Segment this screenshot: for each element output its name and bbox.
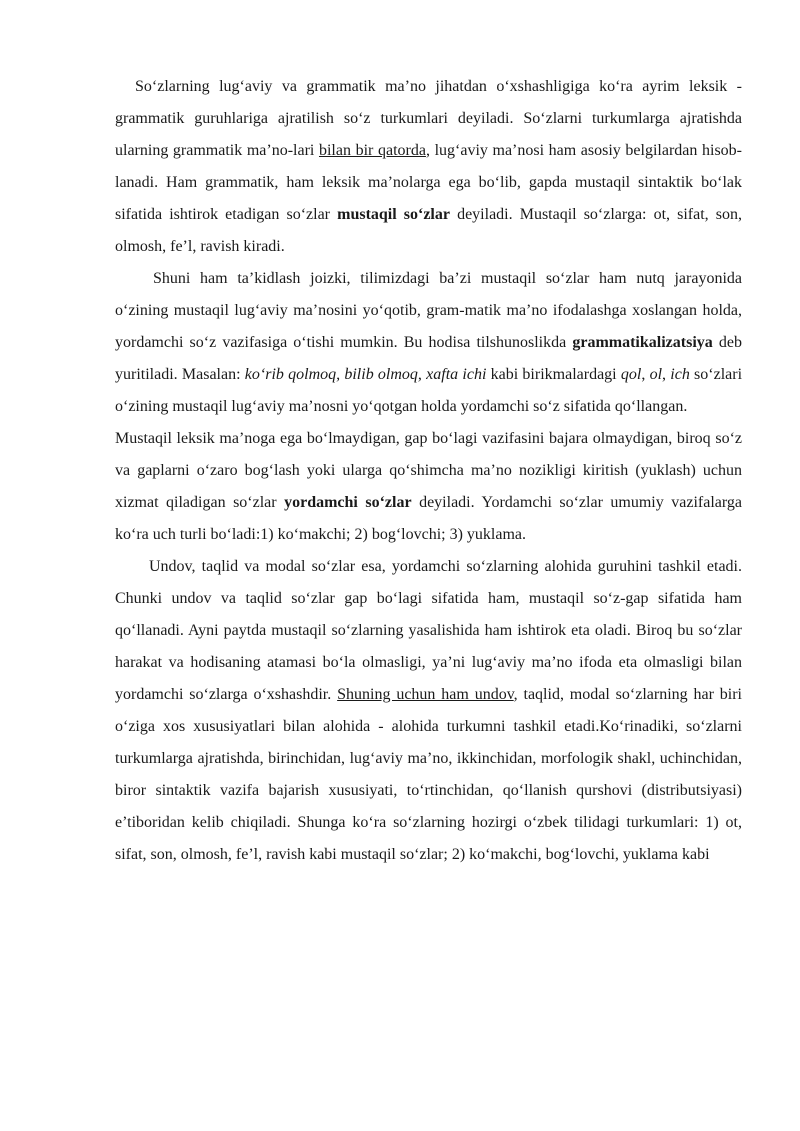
text-segment: deyiladi. Yordamchi so‘zlar umumiy vazifalarga ko‘ra uch turli bo‘ladi:1) ko‘makchi; 2) bog‘lovchi; 3) yuklama. — [115, 494, 743, 543]
underlined-text: bilan bir qatorda — [318, 142, 426, 159]
text-segment: Mustaqil leksik ma’noga ega bo‘lmaydigan, gap bo‘lagi vazifasini bajara olmaydigan, biroq so‘z va gaplarni o‘zaro bog‘lash yoki ularga qo‘shimcha ma’no nozikligi kiritish (yuklash) uchun xizmat qiladigan so‘zlar — [115, 430, 742, 511]
paragraph-1 — [115, 71, 742, 263]
italic-example: qol — [620, 366, 642, 383]
underlined-text: Shuning uchun ham undov — [337, 686, 514, 703]
text-segment: deb yuritiladi. Masalan: — [115, 334, 742, 383]
italic-example: ol — [649, 366, 663, 383]
text-segment: deyiladi. Mustaqil so‘zlarga: ot, sifat, son, olmosh, fe’l, ravish kiradi. — [115, 206, 743, 255]
italic-example: ich — [670, 366, 690, 383]
text-segment: , — [662, 366, 671, 383]
text-segment: , lug‘aviy ma’nosi ham asosiy belgilardan hisob-lanadi. Ham grammatik, ham leksik ma’nolarga ega bo‘lib, gapda mustaqil sintaktik bo‘lak sifatida ishtirok etadigan so‘zlar — [115, 142, 742, 223]
bold-term: grammatikalizatsiya — [572, 334, 713, 351]
paragraph-2 — [115, 263, 742, 423]
text-segment: So‘zlarning lug‘aviy va grammatik ma’no jihatdan o‘xshashligiga ko‘ra ayrim leksik - grammatik guruhlariga ajratilish so‘z turkumlari deyiladi. So‘zlarni turkumlarga ajratishda ularning grammatik ma’no-lari — [115, 78, 742, 159]
bold-term: yordamchi so‘zlar — [284, 494, 412, 511]
bold-term: mustaqil so‘zlar — [337, 206, 450, 223]
text-segment: Undov, taqlid va modal so‘zlar esa, yordamchi so‘zlarning alohida guruhini tashkil etadi. Chunki undov va taqlid so‘zlar gap bo‘lagi sifatida ham, mustaqil so‘z-gap sifatida ham qo‘llanadi. Ayni paytda mustaqil so‘zlarning yasalishida ham ishtirok eta oladi. Biroq bu so‘zlar harakat va hodisaning atamasi bo‘la olmasligi, ya’ni lug‘aviy ma’no ifoda eta olmasligi bilan yordamchi so‘zlarga o‘xshashdir. — [115, 558, 742, 703]
paragraph-4 — [115, 551, 742, 871]
italic-example: ko‘rib qolmoq, bilib olmoq, xafta ichi — [244, 366, 487, 383]
text-segment: , taqlid, modal so‘zlarning har biri o‘ziga xos xususiyatlari bilan alohida - alohida turkumni tashkil etadi.Ko‘rinadiki, so‘zlarni turkumlarga ajratishda, birinchidan, lug‘aviy ma’no, ikkinchidan, morfologik shakl, uchinchidan, biror sintaktik vazifa bajarish xususiyati, to‘rtinchidan, qo‘llanish qurshovi (distributsiyasi) e’tiboridan kelib chiqiladi. Shunga ko‘ra so‘zlarning hozirgi o‘zbek tilidagi turkumlari: 1) ot, sifat, son, olmosh, fe’l, ravish kabi mustaqil so‘zlar; 2) ko‘makchi, bog‘lovchi, yuklama kabi — [115, 686, 743, 863]
text-segment: so‘zlari o‘zining mustaqil lug‘aviy ma’nosni yo‘qotgan holda yordamchi so‘z sifatida qo‘llangan. — [115, 366, 743, 415]
text-segment: Shuni ham ta’kidlash joizki, tilimizdagi ba’zi mustaqil so‘zlar ham nutq jarayonida o‘zining mustaqil lug‘aviy ma’nosini yo‘qotib, gram-matik ma’no ifodalashga xoslangan holda, yordamchi so‘z vazifasiga o‘tishi mumkin. Bu hodisa tilshunoslikda — [115, 270, 742, 351]
paragraph-3 — [115, 423, 742, 551]
text-segment: kabi birikmalardagi — [486, 366, 621, 383]
document-page — [115, 71, 742, 871]
text-segment: , — [641, 366, 650, 383]
